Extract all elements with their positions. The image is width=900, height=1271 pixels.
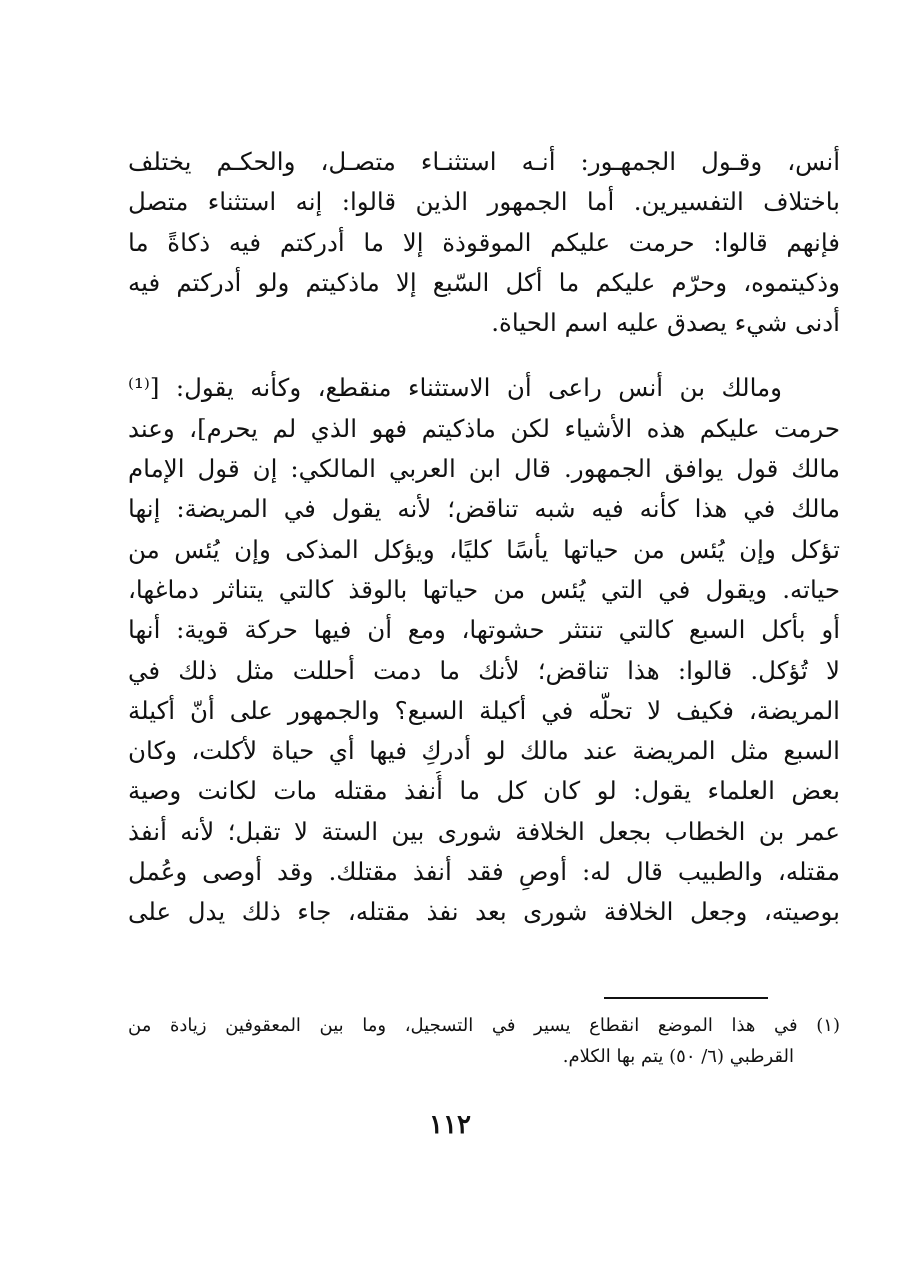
text-line: حياته. ويقول في التي يُئس من حياتها بالوقذ كالتي يتناثر دماغها، (128, 574, 840, 604)
paragraph-1 (128, 142, 840, 343)
footnote-line: القرطبي (٦/ ٥٠) يتم بها الكلام. (562, 1046, 794, 1067)
text-line: ومالك بن أنس راعى أن الاستثناء منقطع، وكأنه يقول: [⁽¹⁾ (128, 373, 782, 403)
text-line: بوصيته، وجعل الخلافة شورى بعد نفذ مقتله، جاء ذلك يدل على (128, 897, 840, 927)
text-line: وذكيتموه، وحرّم عليكم ما أكل السّبع إلا ماذكيتم ولو أدركتم فيه (128, 267, 840, 297)
text-line: باختلاف التفسيرين. أما الجمهور الذين قالوا: إنه استثناء متصل (128, 187, 840, 217)
text-line: مقتله، والطبيب قال له: أوصِ فقد أنفذ مقتلك. وقد أوصى وعُمل (128, 857, 840, 887)
text-line: أو بأكل السبع كالتي تنتثر حشوتها، ومع أن فيها حركة قوية: أنها (128, 615, 840, 645)
text-line: تؤكل وإن يُئس من حياتها يأسًا كليًا، ويؤكل المذكى وإن يُئس من (128, 534, 840, 564)
text-line: السبع مثل المريضة عند مالك لو أدركِ فيها أي حياة لأكلت، وكان (128, 736, 840, 766)
text-line: حرمت عليكم هذه الأشياء لكن ماذكيتم فهو الذي لم يحرم]، وعند (128, 413, 840, 443)
paragraph-2 (128, 368, 840, 932)
text-line: المريضة، فكيف لا تحلّه في أكيلة السبع؟ والجمهور على أنّ أكيلة (128, 695, 840, 725)
footnote (128, 1010, 840, 1072)
main-text (128, 142, 840, 933)
page-number: ١١٢ (429, 1110, 471, 1140)
text-line: بعض العلماء يقول: لو كان كل ما أُنفذ مقتله مات لكانت وصية (128, 776, 840, 806)
text-line: مالك قول يوافق الجمهور. قال ابن العربي المالكي: إن قول الإمام (128, 454, 840, 484)
text-line: مالك في هذا كأنه فيه شبه تناقض؛ لأنه يقول في المريضة: إنها (128, 494, 840, 524)
text-line: لا تُؤكل. قالوا: هذا تناقض؛ لأنك ما دمت أحللت مثل ذلك في (128, 655, 840, 685)
text-line: فإنهم قالوا: حرمت عليكم الموقوذة إلا ما أدركتم فيه ذكاةً ما (128, 227, 840, 257)
text-line: أنس، وقـول الجمهـور: أنـه استثنـاء متصـل، والحكـم يختلف (128, 147, 840, 176)
footnote-line: (١) في هذا الموضع انقطاع يسير في التسجيل، وما بين المعقوفين زيادة من (128, 1015, 840, 1036)
text-line: أدنى شيء يصدق عليه اسم الحياة. (491, 308, 840, 338)
text-line: عمر بن الخطاب بجعل الخلافة شورى بين الستة لا تقبل؛ لأنه أنفذ (128, 816, 840, 846)
footnote-divider (604, 997, 768, 999)
